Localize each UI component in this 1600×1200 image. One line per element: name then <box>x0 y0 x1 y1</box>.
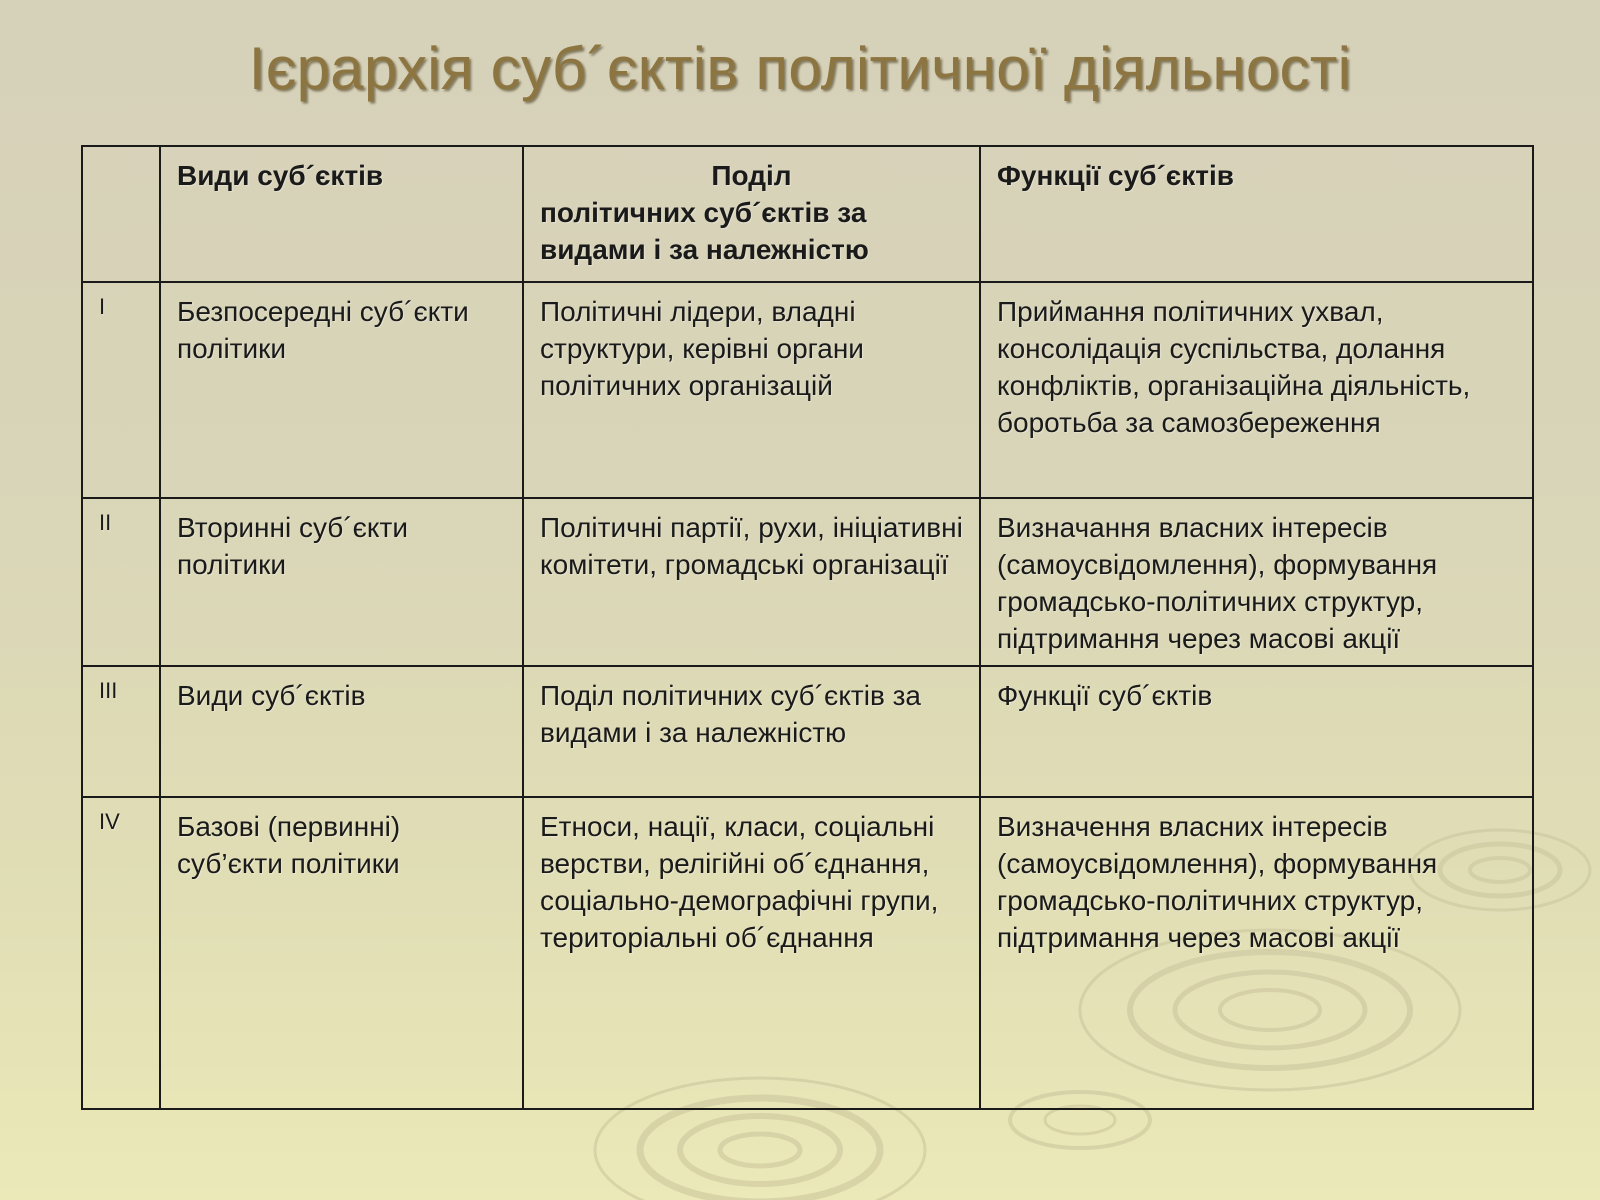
row-number: IV <box>82 797 160 1109</box>
header-functions-label: Функції суб´єктів <box>997 160 1234 191</box>
header-num-cell <box>82 146 160 282</box>
row-number: III <box>82 666 160 797</box>
header-types-label: Види суб´єктів <box>177 160 384 191</box>
row-functions: Функції суб´єктів <box>980 666 1533 797</box>
row-division: Політичні партії, рухи, ініціативні комітети, громадські організації <box>523 498 980 666</box>
row-division: Політичні лідери, владні структури, керівні органи політичних організацій <box>523 282 980 498</box>
slide-title: Ієрархія суб´єктів політичної діяльності <box>248 35 1352 102</box>
table-row <box>82 282 1533 498</box>
row-functions: Визначання власних інтересів (самоусвідомлення), формування громадсько-політичних структур, підтримання через масові акції <box>980 498 1533 666</box>
row-functions: Визначення власних інтересів (самоусвідомлення), формування громадсько-політичних структур, підтримання через масові акції <box>980 797 1533 1109</box>
row-number: I <box>82 282 160 498</box>
row-division: Поділ політичних суб´єктів за видами і за належністю <box>523 666 980 797</box>
header-division-label-rest: політичних суб´єктів за видами і за належністю <box>540 197 869 265</box>
table-row <box>82 797 1533 1109</box>
row-type: Види суб´єктів <box>160 666 523 797</box>
row-type: Вторинні суб´єкти політики <box>160 498 523 666</box>
hierarchy-table <box>81 145 1534 1110</box>
row-type: Базові (первинні) суб’єкти політики <box>160 797 523 1109</box>
header-types-cell <box>160 146 523 282</box>
table-row <box>82 666 1533 797</box>
header-division-cell <box>523 146 980 282</box>
row-functions: Приймання політичних ухвал, консолідація суспільства, долання конфліктів, організаційна діяльність, боротьба за самозбереження <box>980 282 1533 498</box>
header-division-label-line1: Поділ <box>711 160 792 191</box>
row-number: II <box>82 498 160 666</box>
header-functions-cell <box>980 146 1533 282</box>
row-type: Безпосередні суб´єкти політики <box>160 282 523 498</box>
table-header-row <box>82 146 1533 282</box>
row-division: Етноси, нації, класи, соціальні верстви, релігійні об´єднання, соціально-демографічні групи, територіальні об´єднання <box>523 797 980 1109</box>
table-row <box>82 498 1533 666</box>
